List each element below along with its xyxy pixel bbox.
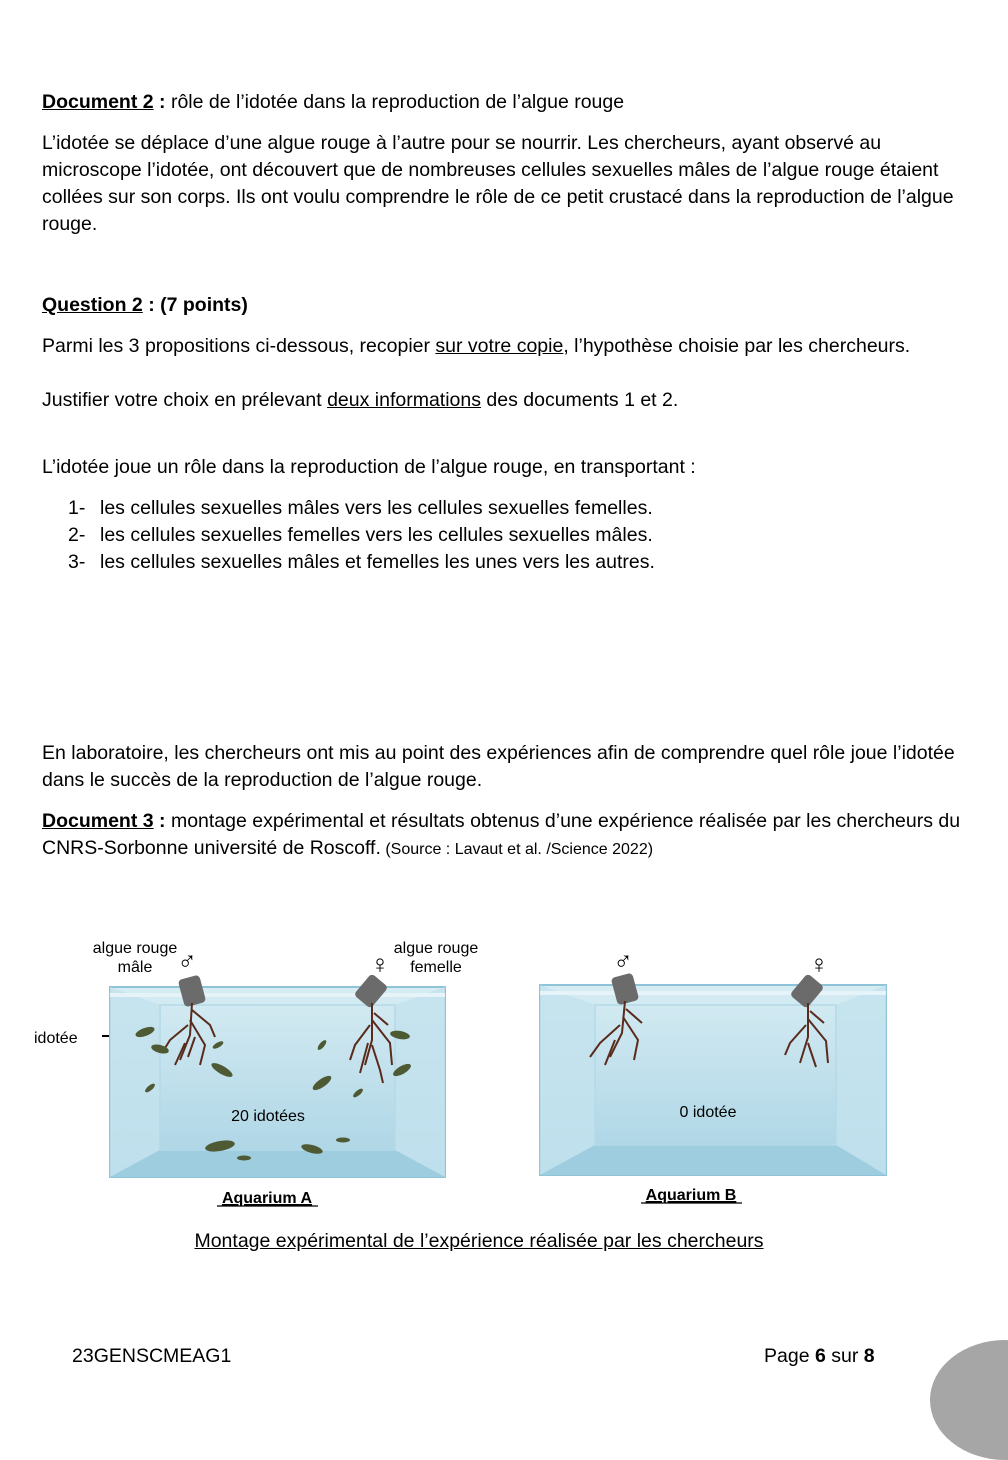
- option-number: 2-: [68, 524, 86, 546]
- aquarium-a-tank: [110, 987, 445, 1177]
- doc2-body: L’idotée se déplace d’une algue rouge à l’autre pour se nourrir. Les chercheurs, ayant observé au microscope l’idotée, ont découvert que de nombreuses cellules sexuelles mâles de l’algue rouge étaient collées sur son corps. Ils ont voulu comprendre le rôle de ce petit crustacé dans la reproduction de l’algue rouge.: [42, 132, 954, 235]
- doc3-sep: :: [153, 810, 166, 832]
- doc2-title: rôle de l’idotée dans la reproduction de l’algue rouge: [165, 91, 625, 113]
- idotee-icon: [336, 1138, 350, 1143]
- option-item: [68, 549, 655, 576]
- page-word: Page: [764, 1345, 815, 1367]
- question2-justify: [42, 387, 972, 414]
- male-symbol-icon: ♂: [613, 946, 633, 976]
- doc3-heading: [42, 808, 972, 863]
- hypothesis-intro: L’idotée joue un rôle dans la reproduction de l’algue rouge, en transportant :: [42, 456, 696, 478]
- male-label-line2: mâle: [117, 959, 153, 976]
- question2-instruction: [42, 333, 972, 360]
- count-a: 20 idotées: [231, 1108, 305, 1125]
- idotee-icon: [237, 1156, 251, 1161]
- aquarium-figure: [0, 925, 1008, 1255]
- male-symbol-icon: ♂: [177, 946, 197, 976]
- lab-intro: En laboratoire, les chercheurs ont mis au point des expériences afin de comprendre quel rôle joue l’idotée dans le succès de la reproduction de l’algue rouge.: [42, 742, 955, 791]
- page-total: 8: [863, 1345, 875, 1367]
- instruction-underlined: sur votre copie: [435, 335, 564, 357]
- option-item: [68, 522, 653, 549]
- page-number: [764, 1345, 875, 1368]
- justify-underlined: deux informations: [327, 389, 481, 411]
- aquarium-b-title: Aquarium B: [645, 1187, 737, 1204]
- doc2-label: Document 2: [42, 91, 154, 113]
- male-label-line1: algue rouge: [92, 940, 178, 957]
- option-number: 1-: [68, 497, 86, 519]
- figure-caption: Montage expérimental de l’expérience réalisée par les chercheurs: [194, 1230, 764, 1252]
- female-symbol-icon: ♀: [809, 949, 829, 979]
- female-label-line1: algue rouge: [393, 940, 479, 957]
- option-text: les cellules sexuelles femelles vers les cellules sexuelles mâles.: [100, 524, 653, 546]
- instruction-text: Parmi les 3 propositions ci-dessous, recopier: [42, 335, 436, 357]
- doc3-title: montage expérimental et résultats obtenus d’une expérience réalisée par les chercheurs du CNRS-Sorbonne université de Roscoff.: [42, 810, 961, 859]
- aquarium-b-tank: [540, 985, 886, 1175]
- instruction-text: , l’hypothèse choisie par les chercheurs.: [563, 335, 911, 357]
- female-symbol-icon: ♀: [370, 949, 390, 979]
- exam-code: 23GENSCMEAG1: [72, 1345, 232, 1367]
- question2-heading: [42, 292, 972, 319]
- female-label-line2: femelle: [410, 959, 462, 976]
- justify-text: des documents 1 et 2.: [480, 389, 679, 411]
- question2-label: Question 2: [42, 294, 143, 316]
- doc3-source: (Source : Lavaut et al. /Science 2022): [380, 841, 654, 858]
- aquarium-a-title: Aquarium A: [221, 1190, 313, 1207]
- doc2-sep: :: [153, 91, 166, 113]
- option-number: 3-: [68, 551, 86, 573]
- page-current: 6: [814, 1345, 826, 1367]
- doc2-heading: [42, 89, 972, 116]
- page-corner-decoration: [930, 1340, 1008, 1460]
- justify-text: Justifier votre choix en prélevant: [42, 389, 328, 411]
- option-item: [68, 495, 653, 522]
- page-of-word: sur: [825, 1345, 864, 1367]
- doc3-label: Document 3: [42, 810, 154, 832]
- question2-points: : (7 points): [142, 294, 248, 316]
- option-text: les cellules sexuelles mâles et femelles les unes vers les autres.: [100, 551, 655, 573]
- count-b: 0 idotée: [679, 1104, 737, 1121]
- option-text: les cellules sexuelles mâles vers les cellules sexuelles femelles.: [100, 497, 653, 519]
- idotee-label: idotée: [34, 1030, 78, 1047]
